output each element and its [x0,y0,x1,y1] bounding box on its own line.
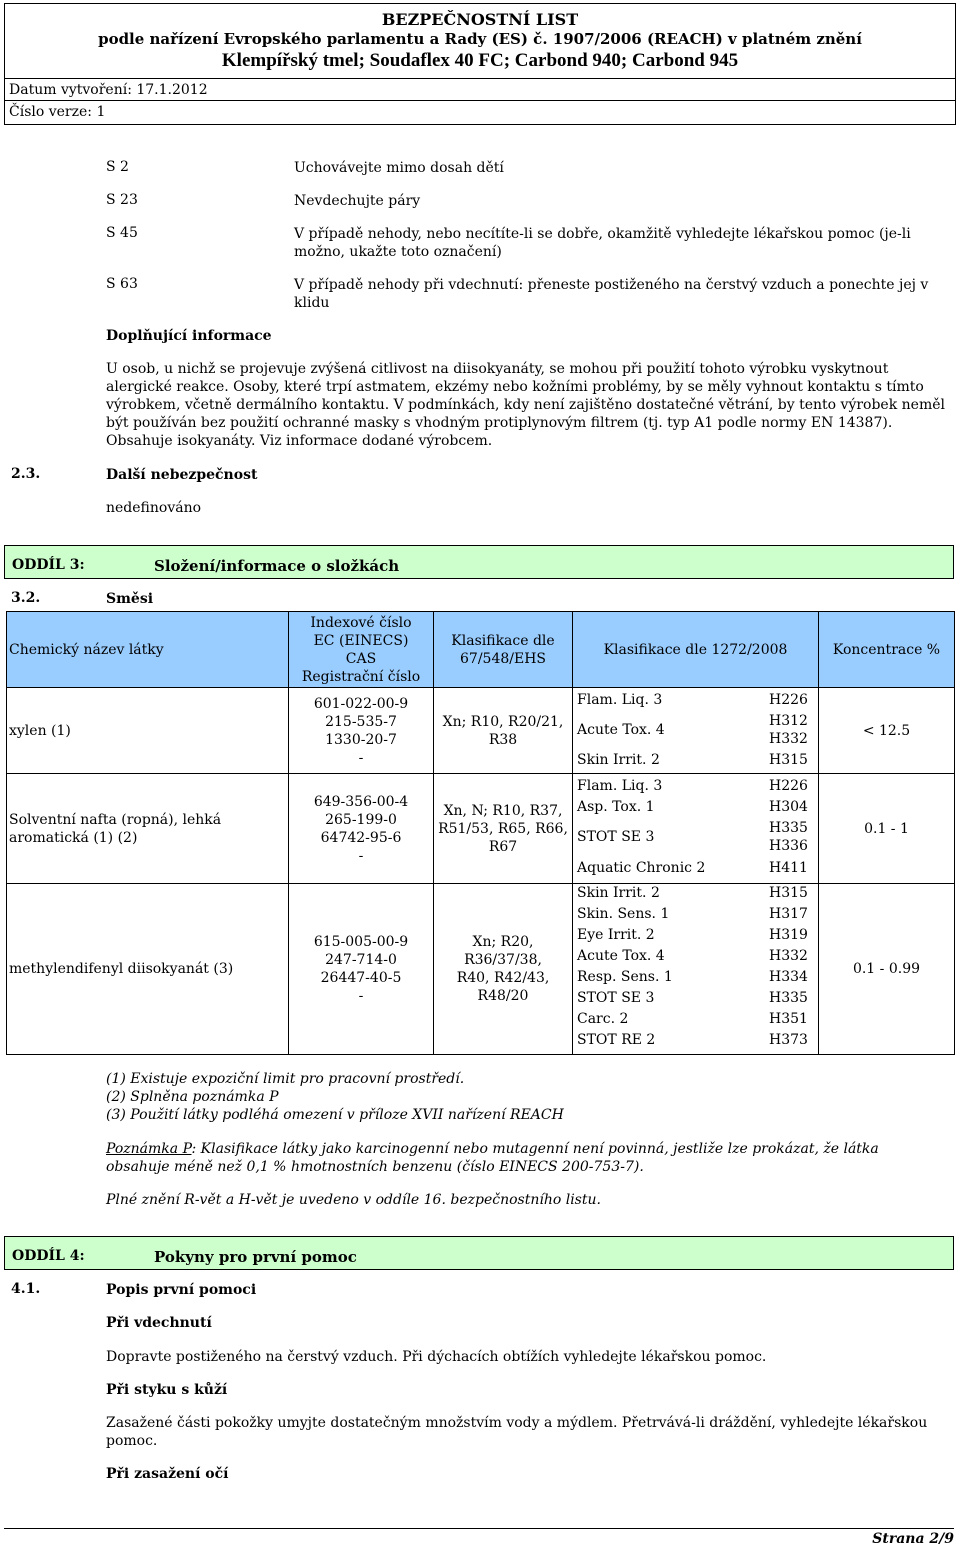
header-subtitle: podle nařízení Evropského parlamentu a Rady (ES) č. 1907/2006 (REACH) v platném znění [98,30,862,48]
classification-67: Xn; R20, R36/37/38, R40, R42/43, R48/20 [434,884,573,1055]
header-divider [5,100,955,101]
classification-67: Xn, N; R10, R37, R51/53, R65, R66, R67 [434,774,573,884]
header-chemical-name: Chemický název látky [7,612,289,688]
first-aid-text: Zasažené části pokožky umyjte dostatečným množstvím vody a mýdlem. Přetrvává-li dráždění, vyhledejte lékařskou pomoc. [106,1415,928,1449]
header-identifiers: Indexové číslo EC (EINECS) CAS Registrační číslo [289,612,434,688]
full-text-note: Plné znění R-vět a H-vět je uvedeno v oddíle 16. bezpečnostního listu. [106,1192,601,1208]
footer-divider [4,1528,954,1529]
table-row [7,884,955,1055]
substance-name: Solventní nafta (ropná), lehká aromatická (1) (2) [7,774,289,884]
substance-identifiers: 615-005-00-9 247-714-0 26447-40-5 - [289,884,434,1055]
note-p-text: : Klasifikace látky jako karcinogenní nebo mutagenní není povinná, jestliže lze prokázat, že látka obsahuje méně než 0,1 % hmotnostních benzenu (číslo EINECS 200-753-7). [106,1141,879,1175]
header-concentration: Koncentrace % [819,612,955,688]
s-phrase-text: Nevdechujte páry [294,193,421,209]
footnote: (3) Použití látky podléhá omezení v příloze XVII nařízení REACH [106,1107,564,1123]
section-number: 3.2. [11,590,41,606]
s-phrase-text: V případě nehody, nebo necítíte-li se dobře, okamžitě vyhledejte lékařskou pomoc (je-li možno, ukažte toto označení) [294,226,911,260]
section-3-bar [4,545,954,579]
supplementary-text: U osob, u nichž se projevuje zvýšená citlivost na diisokyanáty, se mohou při použití tohoto výrobku vyskytnout alergické reakce. Osoby, které trpí astmatem, ekzémy nebo kožními problémy, by se měly vyhnout kontaktu s tímto výrobkem, včetně dermálního kontaktu. V podmínkách, kdy není zajištěno dostatečné větrání, by tento výrobek neměl být používán bez použití ochranné masky s vhodným protiplynovým filtrem (tj. typ A1 podle normy EN 14387). [106,361,945,431]
table-row [7,774,955,884]
table-row [7,688,955,774]
substance-name: methylendifenyl diisokyanát (3) [7,884,289,1055]
composition-table [6,611,955,1055]
first-aid-heading: Při vdechnutí [106,1315,212,1331]
concentration: < 12.5 [819,688,955,774]
header-classification-1272: Klasifikace dle 1272/2008 [573,612,819,688]
first-aid-heading: Při styku s kůží [106,1382,228,1398]
subsection-heading: Popis první pomoci [106,1282,257,1298]
table-header-row [7,612,955,688]
substance-identifiers: 601-022-00-9 215-535-7 1330-20-7 - [289,688,434,774]
concentration: 0.1 - 1 [819,774,955,884]
version-number: Číslo verze: 1 [9,104,106,120]
classification-67: Xn; R10, R20/21, R38 [434,688,573,774]
classification-1272: Flam. Liq. 3 H226 H312 Acute Tox. 4 H332 Skin Irrit. 2 H315 [573,688,819,774]
substance-name: xylen (1) [7,688,289,774]
section-3-number: ODDÍL 3: [12,557,85,573]
subsection-heading: Další nebezpečnost [106,467,258,483]
other-hazards-text: nedefinováno [106,500,202,516]
section-4-bar [4,1236,954,1270]
s-phrase-code: S 45 [106,225,138,241]
creation-date: Datum vytvoření: 17.1.2012 [9,82,208,98]
supplementary-heading: Doplňující informace [106,328,272,344]
first-aid-heading: Při zasažení očí [106,1466,229,1482]
footnote: (2) Splněna poznámka P [106,1089,279,1105]
substance-identifiers: 649-356-00-4 265-199-0 64742-95-6 - [289,774,434,884]
subsection-heading: Směsi [106,591,154,607]
first-aid-text: Dopravte postiženého na čerstvý vzduch. Při dýchacích obtížích vyhledejte lékařskou pomoc. [106,1349,767,1365]
page-number: Strana 2/9 [872,1531,954,1547]
section-4-title: Pokyny pro první pomoc [154,1248,357,1266]
s-phrase-text: V případě nehody při vdechnutí: přeneste postiženého na čerstvý vzduch a ponechte jej v klidu [294,277,929,311]
classification-1272: Skin Irrit. 2 H315 Skin. Sens. 1 H317 Eye Irrit. 2 H319 Acute Tox. 4 H332 Resp. Sens. 1 H334 STOT SE 3 H335 Carc. 2 H351 STOT RE 2 H373 [573,884,819,1055]
footnote: (1) Existuje expoziční limit pro pracovní prostředí. [106,1071,465,1087]
header-classification-67: Klasifikace dle 67/548/EHS [434,612,573,688]
note-p-label: Poznámka P [106,1141,192,1157]
concentration: 0.1 - 0.99 [819,884,955,1055]
s-phrase-text: Uchovávejte mimo dosah dětí [294,160,504,176]
s-phrase-code: S 2 [106,159,129,175]
s-phrase-code: S 63 [106,276,138,292]
header-divider [5,78,955,79]
section-number: 2.3. [11,466,41,482]
note-p [106,1140,946,1176]
product-name: Klempířský tmel; Soudaflex 40 FC; Carbond 940; Carbond 945 [221,50,739,71]
section-4-number: ODDÍL 4: [12,1248,85,1264]
supplementary-text-2: Obsahuje isokyanáty. Viz informace dodané výrobcem. [106,433,493,449]
classification-1272: Flam. Liq. 3 H226 Asp. Tox. 1 H304 H335 STOT SE 3 H336 Aquatic Chronic 2 H411 [573,774,819,884]
header-title: BEZPEČNOSTNÍ LIST [381,10,579,29]
section-number: 4.1. [11,1281,41,1297]
s-phrase-code: S 23 [106,192,138,208]
document-header [4,3,956,125]
section-3-title: Složení/informace o složkách [154,557,400,575]
